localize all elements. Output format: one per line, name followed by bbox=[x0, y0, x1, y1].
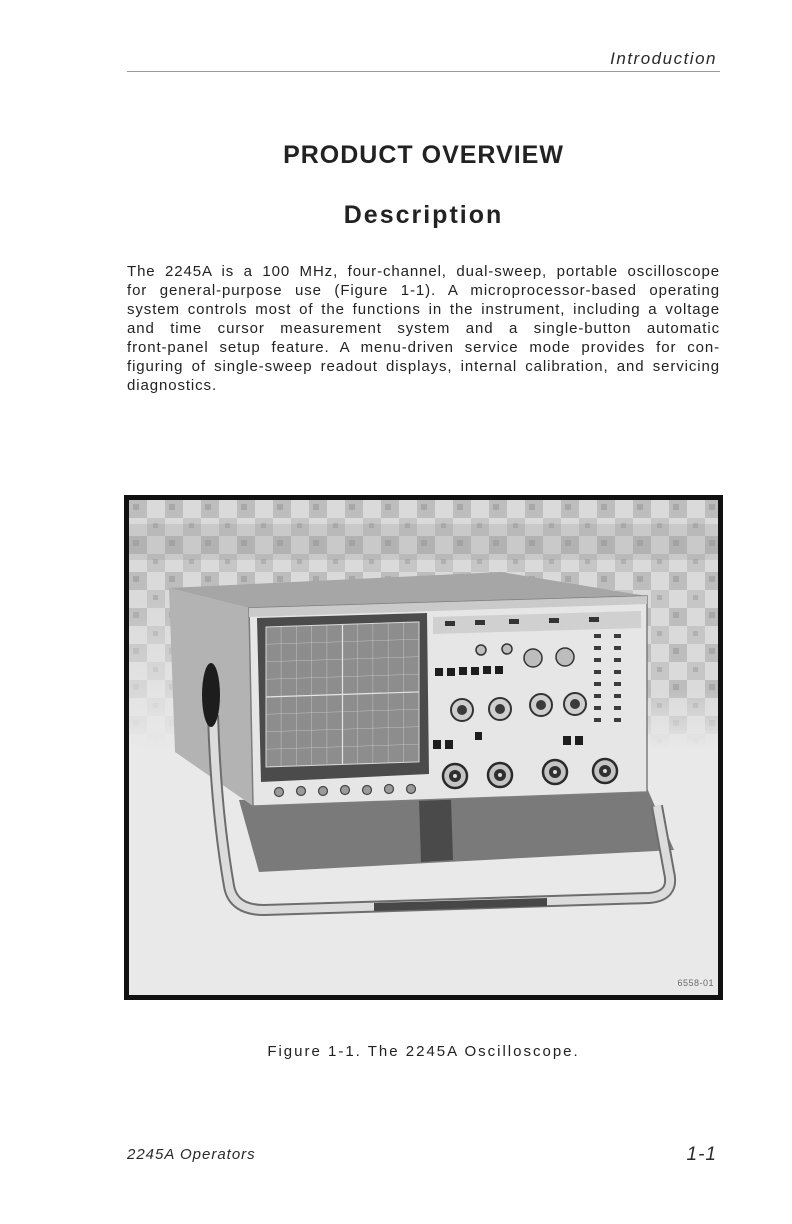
control-knob bbox=[297, 787, 306, 796]
control-knob bbox=[407, 785, 416, 794]
push-button bbox=[483, 666, 491, 674]
indicator-led bbox=[594, 646, 601, 650]
push-button bbox=[433, 740, 441, 749]
page-title: PRODUCT OVERVIEW bbox=[283, 141, 564, 169]
paragraph-line: system controls most of the functions in the instrument, including a voltage bbox=[127, 301, 720, 318]
label-tab bbox=[549, 618, 559, 623]
push-button bbox=[445, 740, 453, 749]
photo-code: 6558-01 bbox=[677, 978, 714, 988]
scope-foot bbox=[419, 799, 453, 862]
indicator-led bbox=[614, 646, 621, 650]
indicator-led bbox=[614, 658, 621, 662]
label-tab bbox=[445, 621, 455, 626]
push-button bbox=[495, 666, 503, 674]
paragraph-line: front-panel setup feature. A menu-driven service mode provides for con- bbox=[127, 339, 720, 356]
section-header: Introduction bbox=[610, 49, 717, 68]
indicator-led bbox=[614, 694, 621, 698]
control-knob bbox=[363, 786, 372, 795]
indicator-led bbox=[614, 718, 621, 722]
indicator-led bbox=[594, 670, 601, 674]
control-knob bbox=[556, 648, 574, 666]
push-button bbox=[435, 668, 443, 676]
paragraph-line: for general-purpose use (Figure 1-1). A microprocessor-based operating bbox=[127, 282, 720, 299]
control-knob bbox=[476, 645, 486, 655]
control-knob bbox=[319, 787, 328, 796]
control-knob bbox=[385, 785, 394, 794]
section-subtitle: Description bbox=[343, 201, 504, 229]
control-knob bbox=[502, 644, 512, 654]
crt-screen bbox=[266, 622, 419, 767]
indicator-led bbox=[594, 682, 601, 686]
push-button bbox=[447, 668, 455, 676]
indicator-led bbox=[614, 682, 621, 686]
indicator-led bbox=[594, 718, 601, 722]
push-button bbox=[563, 736, 571, 745]
footer-manual-title: 2245A Operators bbox=[127, 1146, 256, 1163]
label-tab bbox=[509, 619, 519, 624]
indicator-led bbox=[594, 694, 601, 698]
indicator-led bbox=[594, 706, 601, 710]
handle-hub bbox=[202, 663, 220, 727]
push-button bbox=[575, 736, 583, 745]
paragraph-line: and time cursor measurement system and a single-button automatic bbox=[127, 320, 720, 337]
push-button bbox=[471, 667, 479, 675]
paragraph-line: diagnostics. bbox=[127, 377, 218, 394]
paragraph-line: figuring of single-sweep readout displays, internal calibration, and servicing bbox=[127, 358, 720, 375]
figure-caption: Figure 1-1. The 2245A Oscilloscope. bbox=[267, 1043, 580, 1060]
control-knob bbox=[524, 649, 542, 667]
figure-frame bbox=[124, 495, 723, 1000]
control-knob bbox=[275, 788, 284, 797]
indicator-led bbox=[594, 634, 601, 638]
page-number: 1-1 bbox=[686, 1144, 717, 1165]
indicator-led bbox=[594, 658, 601, 662]
indicator-led bbox=[614, 634, 621, 638]
indicator-led bbox=[614, 670, 621, 674]
indicator-led bbox=[614, 706, 621, 710]
control-knob bbox=[341, 786, 350, 795]
push-button bbox=[475, 732, 482, 740]
label-tab bbox=[589, 617, 599, 622]
header-rule bbox=[127, 71, 720, 72]
push-button bbox=[459, 667, 467, 675]
oscilloscope-photo bbox=[129, 500, 718, 995]
label-tab bbox=[475, 620, 485, 625]
paragraph-line: The 2245A is a 100 MHz, four-channel, dual-sweep, portable oscilloscope bbox=[127, 263, 720, 280]
